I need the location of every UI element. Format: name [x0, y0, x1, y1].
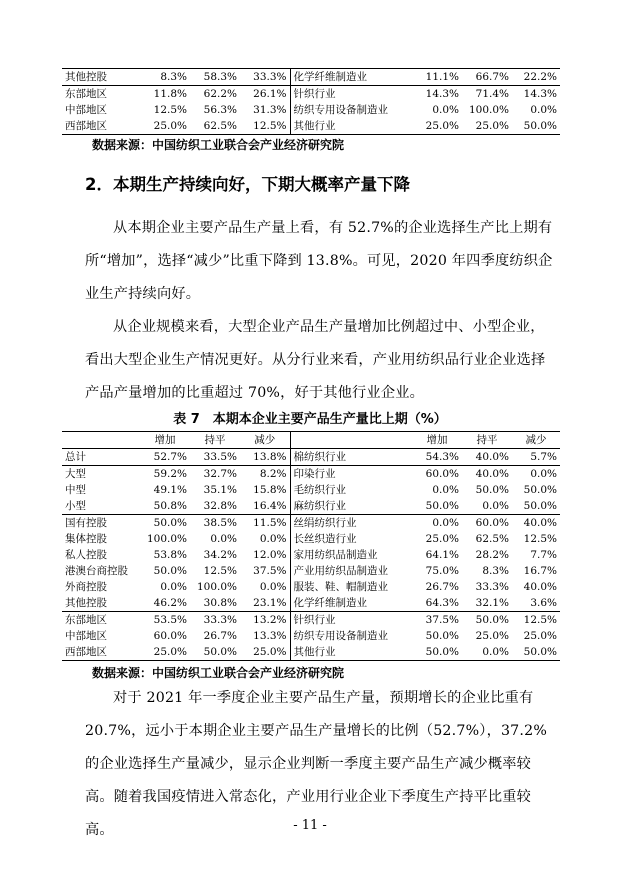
- cell-decrease: 33.3%: [240, 69, 290, 86]
- table-row: [62, 612, 560, 629]
- cell-increase: 26.7%: [425, 581, 459, 593]
- source-note-top: 数据来源：中国纺织工业联合会产业经济研究院: [92, 138, 345, 152]
- header-decrease: 减少: [512, 432, 560, 449]
- cell-flat: 33.5%: [203, 451, 237, 463]
- cell-increase: 49.1%: [153, 484, 187, 496]
- table-row: [62, 579, 560, 595]
- cell-increase: 0.0%: [160, 581, 187, 593]
- cell-increase: 50.8%: [153, 500, 187, 512]
- cell-flat: 28.2%: [475, 549, 509, 561]
- row-label-right: 印染行业: [290, 466, 412, 483]
- row-label-right: 其他行业: [290, 118, 412, 135]
- row-label-right: 其他行业: [290, 644, 412, 661]
- table-7-header-row: [62, 432, 560, 449]
- table-row: [62, 628, 560, 644]
- table-continued: [62, 68, 560, 135]
- cell-increase: 25.0%: [425, 533, 459, 545]
- cell-increase: 11.1%: [412, 69, 462, 86]
- row-label-right: 棉纺织行业: [293, 451, 346, 463]
- cell-increase: 25.0%: [140, 644, 190, 661]
- header-decrease: 减少: [240, 432, 290, 449]
- row-label-left: 私人控股: [65, 549, 107, 561]
- header-blank: [62, 432, 140, 449]
- cell-flat: 25.0%: [462, 118, 512, 135]
- table-7: [62, 431, 560, 661]
- cell-flat: 35.1%: [203, 484, 237, 496]
- cell-flat: 0.0%: [210, 533, 237, 545]
- cell-decrease: 13.2%: [240, 612, 290, 629]
- row-label-right: 化学纤维制造业: [290, 69, 412, 86]
- cell-decrease: 14.3%: [512, 86, 560, 103]
- cell-decrease: 13.3%: [240, 628, 290, 644]
- cell-increase: 8.3%: [140, 69, 190, 86]
- table-row: [62, 86, 560, 103]
- cell-increase: 14.3%: [412, 86, 462, 103]
- row-label-left: 大型: [62, 466, 140, 483]
- cell-increase: 12.5%: [153, 104, 187, 116]
- row-label-right: 麻纺织行业: [293, 500, 346, 512]
- row-label-left: 外商控股: [65, 581, 107, 593]
- cell-decrease: 50.0%: [512, 644, 560, 661]
- cell-decrease: 37.5%: [240, 563, 290, 579]
- row-label-right: 产业用纺织品制造业: [293, 565, 388, 577]
- table-row: [62, 595, 560, 612]
- cell-flat: 100.0%: [196, 581, 237, 593]
- table-row: [62, 644, 560, 661]
- row-label-right: 化学纤维制造业: [293, 597, 367, 609]
- cell-increase: 50.0%: [412, 644, 462, 661]
- row-label-left: 中部地区: [65, 630, 107, 642]
- cell-flat: 12.5%: [203, 565, 237, 577]
- cell-decrease: 50.0%: [523, 500, 557, 512]
- table-row: [62, 531, 560, 547]
- row-label-right: 长丝织造行业: [293, 533, 357, 545]
- cell-decrease: 13.8%: [240, 449, 290, 466]
- cell-decrease: 7.7%: [530, 549, 557, 561]
- row-label-left: 中部地区: [65, 104, 107, 116]
- cell-decrease: 40.0%: [523, 581, 557, 593]
- cell-decrease: 0.0%: [512, 466, 560, 483]
- row-label-left: 总计: [65, 451, 86, 463]
- cell-flat: 33.3%: [475, 581, 509, 593]
- cell-increase: 53.5%: [140, 612, 190, 629]
- cell-flat: 40.0%: [475, 451, 509, 463]
- cell-increase: 64.1%: [425, 549, 459, 561]
- cell-decrease: 23.1%: [240, 595, 290, 612]
- row-label-left: 西部地区: [62, 644, 140, 661]
- cell-decrease: 0.0%: [240, 579, 290, 595]
- cell-increase: 0.0%: [432, 484, 459, 496]
- row-label-right: 纺织专用设备制造业: [293, 104, 388, 116]
- paragraph-2: 从企业规模来看，大型企业产品生产量增加比例超过中、小型企业，看出大型企业生产情况更好。从分行业来看，产业用纺织品行业企业选择产品产量增加的比重超过 70%，好于其他行业企业。: [85, 319, 546, 401]
- cell-flat: 34.2%: [203, 549, 237, 561]
- table-row: [62, 466, 560, 483]
- row-label-left: 东部地区: [62, 612, 140, 629]
- cell-decrease: 26.1%: [240, 86, 290, 103]
- cell-decrease: 12.0%: [240, 547, 290, 563]
- cell-flat: 33.3%: [190, 612, 240, 629]
- row-label-left: 港澳台商控股: [65, 565, 128, 577]
- cell-increase: 50.0%: [153, 565, 187, 577]
- cell-flat: 58.3%: [190, 69, 240, 86]
- cell-flat: 71.4%: [462, 86, 512, 103]
- cell-increase: 60.0%: [153, 630, 187, 642]
- row-label-right: 服装、鞋、帽制造业: [293, 581, 388, 593]
- cell-decrease: 16.4%: [240, 498, 290, 515]
- row-label-right: 针织行业: [290, 612, 412, 629]
- cell-flat: 0.0%: [482, 500, 509, 512]
- cell-flat: 50.0%: [190, 644, 240, 661]
- paragraph-1: 从本期企业主要产品生产量上看，有 52.7%的企业选择生产比上期有所“增加”，选择“减少”比重下降到 13.8%。可见，2020 年四季度纺织企业生产持续向好。: [85, 220, 553, 302]
- cell-increase: 60.0%: [412, 466, 462, 483]
- cell-flat: 32.1%: [475, 597, 509, 609]
- table-row: [62, 482, 560, 498]
- cell-flat: 8.3%: [482, 565, 509, 577]
- row-label-right: 丝绢纺织行业: [290, 515, 412, 532]
- cell-flat: 50.0%: [475, 484, 509, 496]
- section-heading: 2．本期生产持续向好，下期大概率产量下降: [85, 175, 410, 194]
- cell-decrease: 40.0%: [512, 515, 560, 532]
- cell-decrease: 8.2%: [240, 466, 290, 483]
- cell-flat: 62.5%: [475, 533, 509, 545]
- cell-increase: 100.0%: [146, 533, 187, 545]
- cell-decrease: 22.2%: [512, 69, 560, 86]
- cell-flat: 66.7%: [462, 69, 512, 86]
- row-label-left: 中型: [65, 484, 86, 496]
- table-row: [62, 102, 560, 118]
- table-row: [62, 69, 560, 86]
- cell-flat: 62.2%: [190, 86, 240, 103]
- table-row: [62, 563, 560, 579]
- cell-flat: 32.8%: [203, 500, 237, 512]
- cell-increase: 52.7%: [153, 451, 187, 463]
- cell-flat: 38.5%: [190, 515, 240, 532]
- cell-increase: 50.0%: [140, 515, 190, 532]
- cell-decrease: 15.8%: [240, 482, 290, 498]
- cell-decrease: 50.0%: [512, 118, 560, 135]
- cell-increase: 37.5%: [412, 612, 462, 629]
- cell-increase: 25.0%: [412, 118, 462, 135]
- cell-increase: 46.2%: [153, 597, 187, 609]
- cell-decrease: 0.0%: [530, 104, 557, 116]
- row-label-left: 西部地区: [62, 118, 140, 135]
- cell-increase: 0.0%: [412, 515, 462, 532]
- cell-increase: 75.0%: [425, 565, 459, 577]
- cell-flat: 50.0%: [462, 612, 512, 629]
- row-label-right: 纺织专用设备制造业: [293, 630, 388, 642]
- cell-decrease: 5.7%: [530, 451, 557, 463]
- header-flat: 持平: [190, 432, 240, 449]
- cell-decrease: 31.3%: [240, 102, 290, 118]
- row-label-left: 东部地区: [62, 86, 140, 103]
- cell-decrease: 50.0%: [523, 484, 557, 496]
- table-7-caption: 表 7 本期本企业主要产品生产量比上期（%）: [173, 412, 447, 427]
- header-blank: [290, 432, 412, 449]
- table-row: [62, 547, 560, 563]
- cell-increase: 50.0%: [425, 500, 459, 512]
- cell-decrease: 0.0%: [240, 531, 290, 547]
- paragraph-3: 对于 2021 年一季度企业主要产品生产量，预期增长的企业比重有 20.7%，远小于本期企业主要产品生产量增长的比例（52.7%），37.2%的企业选择生产量减少，显示企业判断一季度主要产品生产减少概率较高。随着我国疫情进入常态化，产业用行业企业下季度生产持平比重较高。: [85, 690, 548, 838]
- header-increase: 增加: [412, 432, 462, 449]
- cell-flat: 62.5%: [190, 118, 240, 135]
- page-number: - 11 -: [293, 818, 327, 833]
- row-label-left: 国有控股: [62, 515, 140, 532]
- cell-flat: 30.8%: [203, 597, 237, 609]
- cell-increase: 11.8%: [140, 86, 190, 103]
- table-row: [62, 118, 560, 135]
- cell-decrease: 25.0%: [240, 644, 290, 661]
- cell-increase: 53.8%: [153, 549, 187, 561]
- cell-decrease: 12.5%: [240, 118, 290, 135]
- row-label-left: 其他控股: [62, 69, 140, 86]
- cell-flat: 60.0%: [462, 515, 512, 532]
- cell-increase: 59.2%: [140, 466, 190, 483]
- cell-increase: 25.0%: [140, 118, 190, 135]
- row-label-right: 家用纺织品制造业: [293, 549, 378, 561]
- cell-decrease: 12.5%: [523, 533, 557, 545]
- cell-decrease: 11.5%: [240, 515, 290, 532]
- cell-flat: 56.3%: [203, 104, 237, 116]
- source-note-bottom: 数据来源：中国纺织工业联合会产业经济研究院: [92, 666, 345, 680]
- table-row: [62, 498, 560, 515]
- cell-increase: 50.0%: [425, 630, 459, 642]
- table-row: [62, 449, 560, 466]
- cell-increase: 0.0%: [432, 104, 459, 116]
- row-label-left: 集体控股: [65, 533, 107, 545]
- cell-decrease: 25.0%: [523, 630, 557, 642]
- header-flat: 持平: [462, 432, 512, 449]
- cell-flat: 32.7%: [190, 466, 240, 483]
- header-increase: 增加: [140, 432, 190, 449]
- cell-decrease: 3.6%: [530, 597, 557, 609]
- cell-flat: 26.7%: [203, 630, 237, 642]
- row-label-left: 小型: [65, 500, 86, 512]
- cell-flat: 40.0%: [462, 466, 512, 483]
- row-label-right: 毛纺织行业: [293, 484, 346, 496]
- row-label-left: 其他控股: [65, 597, 107, 609]
- table-row: [62, 515, 560, 532]
- cell-flat: 100.0%: [468, 104, 509, 116]
- cell-flat: 0.0%: [462, 644, 512, 661]
- cell-increase: 54.3%: [425, 451, 459, 463]
- row-label-right: 针织行业: [290, 86, 412, 103]
- cell-flat: 25.0%: [475, 630, 509, 642]
- cell-decrease: 16.7%: [523, 565, 557, 577]
- cell-decrease: 12.5%: [512, 612, 560, 629]
- cell-increase: 64.3%: [425, 597, 459, 609]
